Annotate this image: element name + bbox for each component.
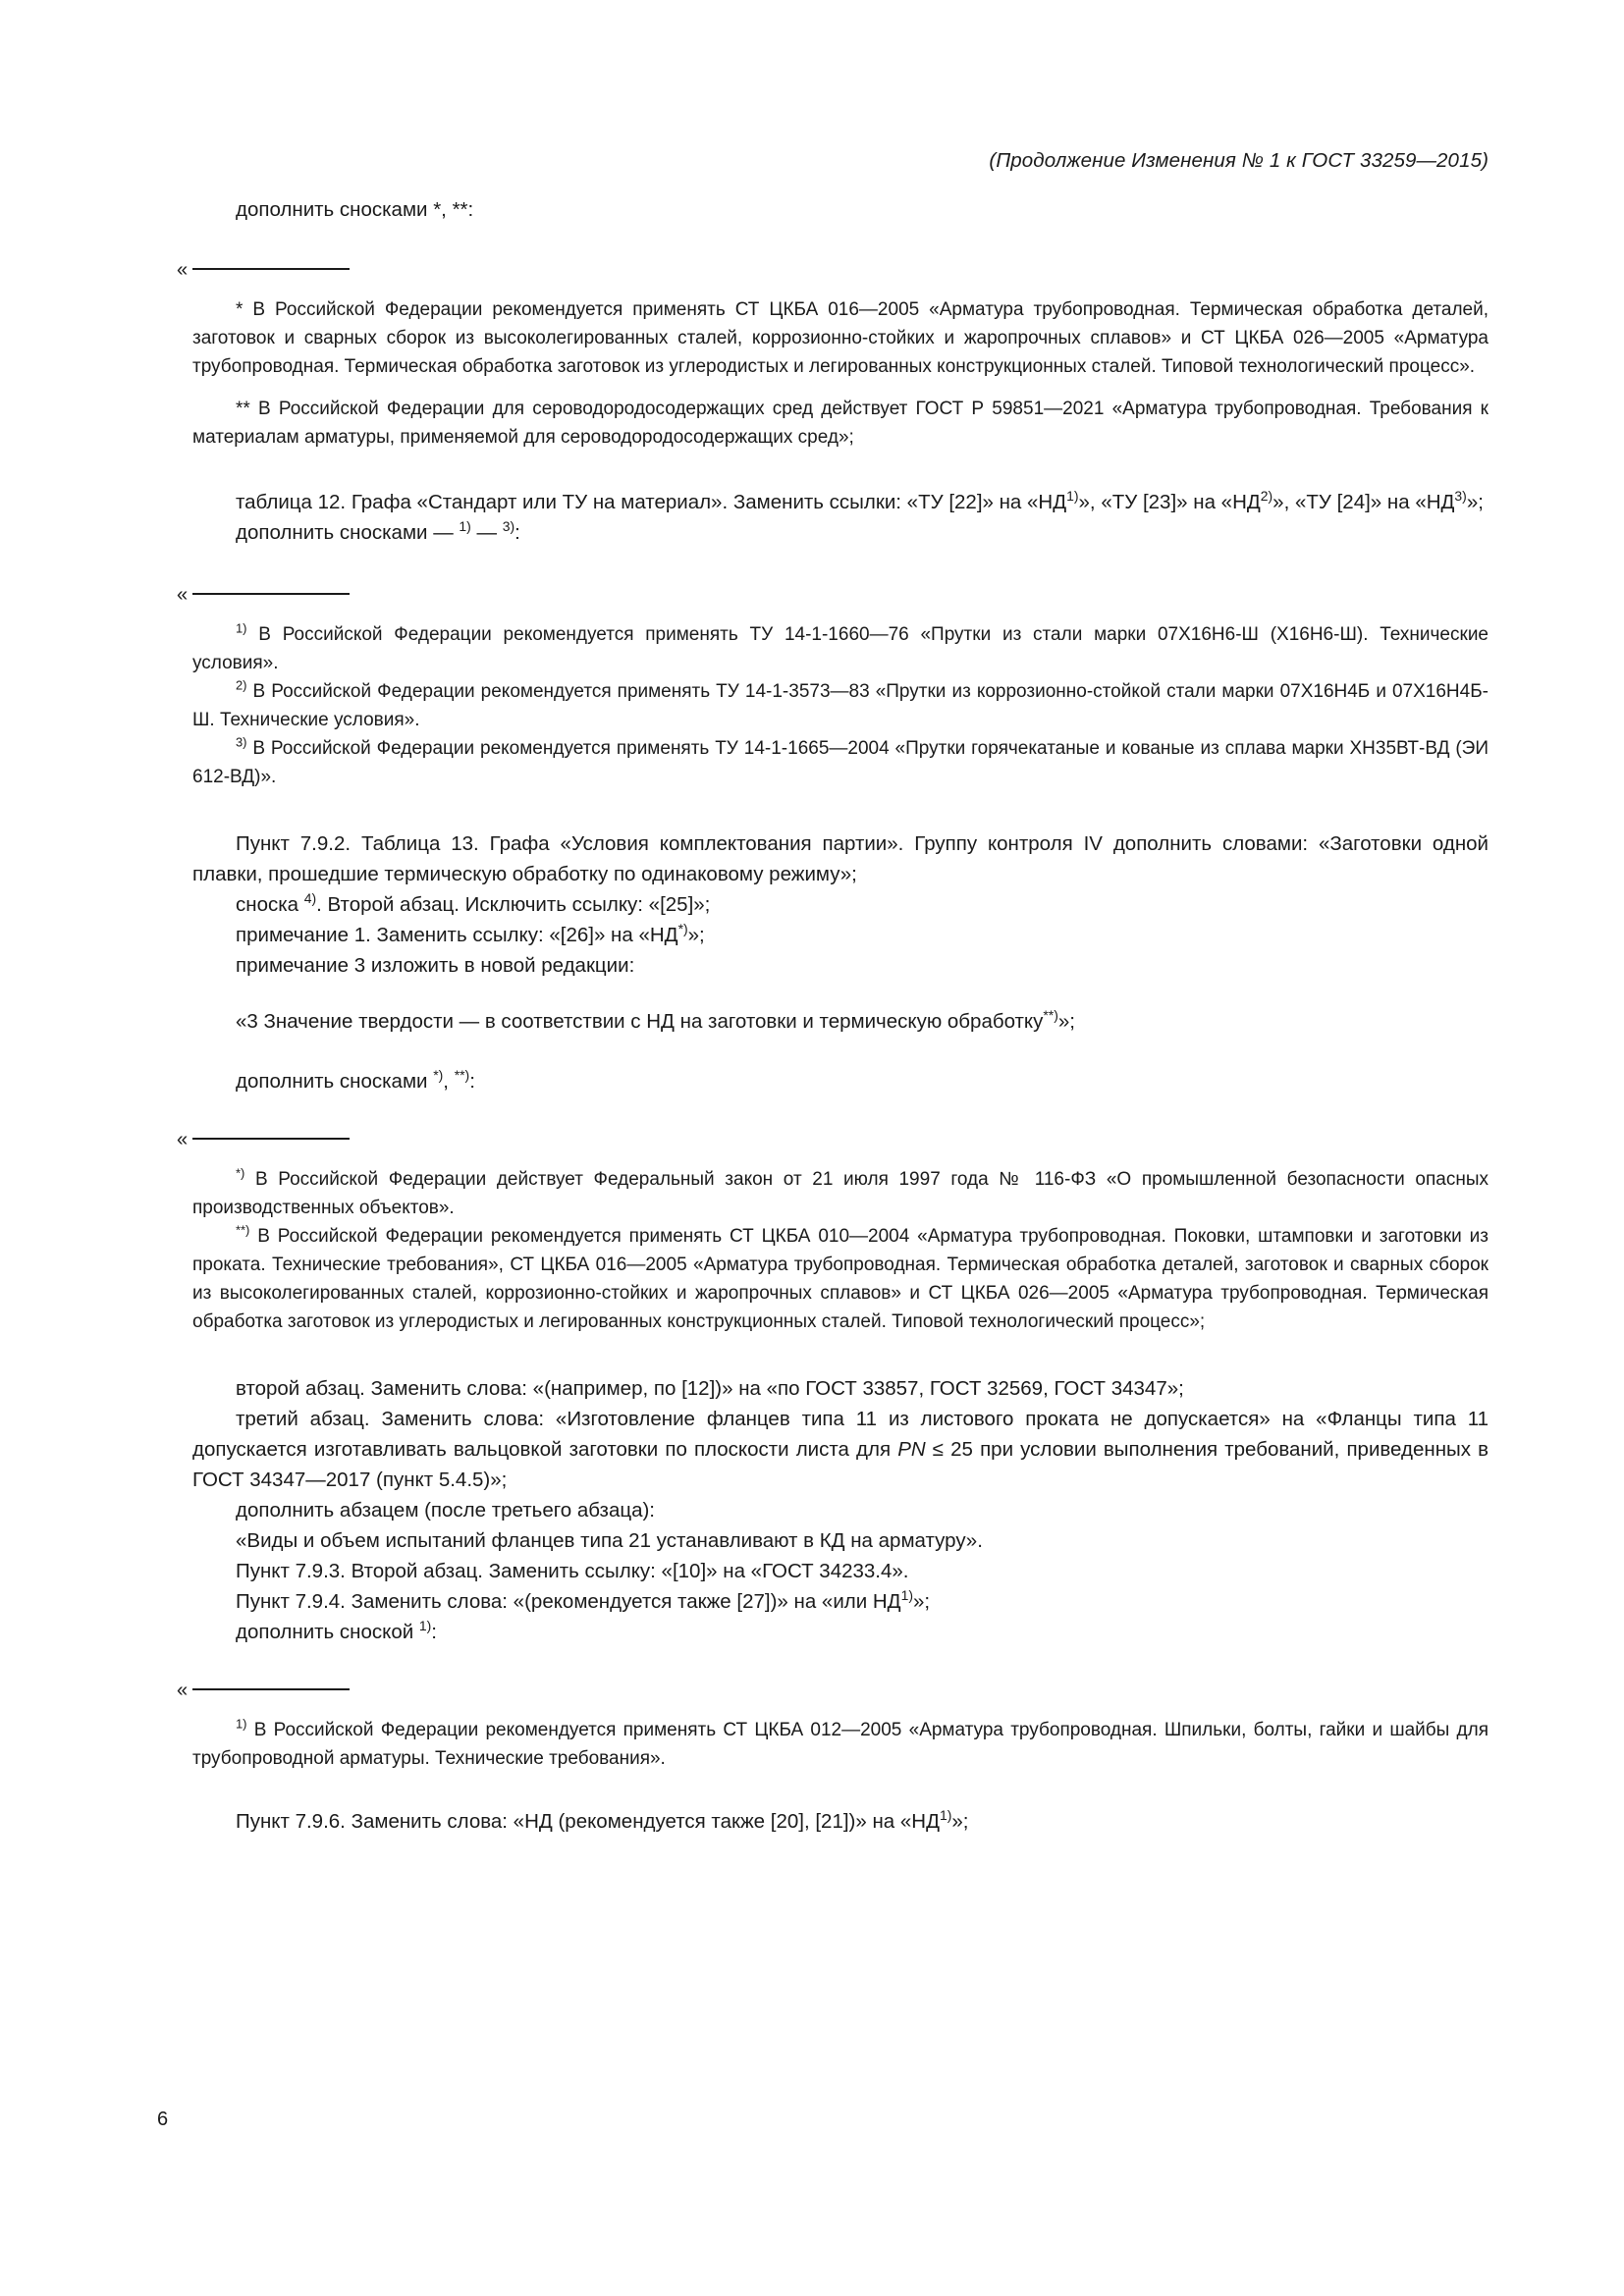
note1-text-a: примечание 1. Заменить ссылку: «[26]» на «НД	[236, 924, 678, 946]
item-7-9-6-sup: 1)	[939, 1807, 952, 1824]
footnote-n3-text: В Российской Федерации рекомендуется применять ТУ 14-1-1665—2004 «Прутки горячекатаные и кованые из сплава марки ХН35ВТ-ВД (ЭИ 612-ВД)».	[192, 738, 1489, 787]
note3-quote-b: »;	[1057, 1010, 1075, 1033]
footnote-n3-sup: 3)	[236, 734, 247, 750]
add-footnotes-2-a: дополнить сносками —	[236, 521, 460, 544]
add-footnotes-3-b: ,	[443, 1070, 455, 1093]
footnote-n1	[192, 620, 1489, 677]
note3-quote-sup: **)	[1043, 1007, 1058, 1024]
footnote-n1-text: В Российской Федерации рекомендуется применять ТУ 14-1-1660—76 «Прутки из стали марки 07Х16Н6-Ш (Х16Н6-Ш). Технические условия».	[192, 624, 1489, 673]
footnote-asterisk-2: ** В Российской Федерации для сероводородосодержащих сред действует ГОСТ Р 59851—2021 «Арматура трубопроводная. Требования к материалам арматуры, применяемой для сероводородосодержащих сред»;	[192, 399, 1489, 448]
paragraph-add-footnote-4	[192, 1617, 1489, 1647]
paragraph-add-footnotes-1: дополнить сносками *, **:	[236, 198, 474, 221]
note1-text-b: »;	[687, 924, 705, 946]
footnote-n1-sup: 1)	[236, 620, 247, 636]
footnote-separator-2	[192, 593, 1489, 607]
footnote-last	[192, 1716, 1489, 1773]
footnote-separator-4	[192, 1688, 1489, 1702]
item-7-9-4-b: »;	[912, 1590, 931, 1613]
add-footnotes-3-sup-1: *)	[433, 1067, 444, 1084]
table12-sup-2: 2)	[1260, 488, 1273, 505]
add-footnote-4-a: дополнить сноской	[236, 1621, 419, 1643]
third-abzac-a: третий абзац. Заменить слова: «Изготовление фланцев типа 11 из листового проката не допускается» на «Фланцы типа 11 допускается изготавливать вальцовкой заготовки по плоскости листа для	[192, 1408, 1489, 1461]
table12-text-a: таблица 12. Графа «Стандарт или ТУ на материал». Заменить ссылки: «ТУ [22]» на «НД	[236, 491, 1067, 513]
paragraph-item-7-9-2: Пункт 7.9.2. Таблица 13. Графа «Условия комплектования партии». Группу контроля IV дополнить словами: «Заготовки одной плавки, прошедшие термическую обработку по одинаковому режиму»;	[192, 832, 1489, 885]
sn4-sup: 4)	[303, 890, 317, 907]
footnote-n2-sup: 2)	[236, 677, 247, 693]
footnote-separator-3	[192, 1138, 1489, 1151]
add-footnotes-2-sup-2: 3)	[502, 518, 515, 535]
footnote-n2	[192, 677, 1489, 734]
footnote-rule	[192, 1688, 350, 1690]
item-7-9-4-sup: 1)	[900, 1587, 913, 1604]
footnote-n2-text: В Российской Федерации рекомендуется применять ТУ 14-1-3573—83 «Прутки из коррозионно-стойкой стали марки 07Х16Н4Б и 07Х16Н4Б-Ш. Технические условия».	[192, 681, 1489, 730]
paragraph-note-1	[192, 920, 1489, 950]
footnote-rule	[192, 1138, 350, 1140]
table12-text-c: », «ТУ [24]» на «НД	[1272, 491, 1455, 513]
page-content	[192, 0, 1489, 1837]
paragraph-second-abzac: второй абзац. Заменить слова: «(например, по [12])» на «по ГОСТ 33857, ГОСТ 32569, ГОСТ 34347»;	[236, 1377, 1184, 1400]
footnote-star-text: В Российской Федерации действует Федеральный закон от 21 июля 1997 года № 116-ФЗ «О промышленной безопасности опасных производственных объектов».	[192, 1169, 1489, 1218]
paragraph-footnote-4-ref	[192, 889, 1489, 920]
paragraph-add-footnotes-2	[192, 517, 1489, 548]
sn4-text-b: . Второй абзац. Исключить ссылку: «[25]»;	[316, 893, 711, 916]
paragraph-note-3-quote	[192, 1006, 1489, 1037]
footnote-rule	[192, 268, 350, 270]
paragraph-item-7-9-3: Пункт 7.9.3. Второй абзац. Заменить ссылку: «[10]» на «ГОСТ 34233.4».	[236, 1560, 909, 1582]
note1-sup: *)	[677, 921, 688, 937]
table12-text-b: », «ТУ [23]» на «НД	[1078, 491, 1261, 513]
add-footnote-4-b: :	[431, 1621, 437, 1643]
footnote-double-star-text: В Российской Федерации рекомендуется применять СТ ЦКБА 010—2004 «Арматура трубопроводная. Поковки, штамповки и заготовки из проката. Технические требования», СТ ЦКБА 016—2005 «Арматура трубопроводная. Термическая обработка деталей, заготовок и сварных сборок из высоколегированных сталей, коррозионно-стойких и жаропрочных сплавов» и СТ ЦКБА 026—2005 «Арматура трубопроводная. Термическая обработка заготовок из углеродистых и легированных конструкционных сталей. Типовой технологический процесс»;	[192, 1226, 1489, 1332]
footnote-double-star	[192, 1222, 1489, 1336]
item-7-9-6-a: Пункт 7.9.6. Заменить слова: «НД (рекомендуется также [20], [21])» на «НД	[236, 1810, 940, 1833]
paragraph-item-7-9-4	[192, 1586, 1489, 1617]
table12-text-d: »;	[1466, 491, 1484, 513]
add-footnotes-2-sup-1: 1)	[459, 518, 471, 535]
page-number: 6	[157, 2109, 169, 2130]
footnote-star	[192, 1165, 1489, 1222]
table12-sup-3: 3)	[1454, 488, 1467, 505]
sn4-text-a: сноска	[236, 893, 304, 916]
note3-quote-a: «3 Значение твердости — в соответствии с НД на заготовки и термическую обработку	[236, 1010, 1044, 1033]
footnote-separator-1	[192, 268, 1489, 282]
item-7-9-6-b: »;	[951, 1810, 969, 1833]
add-footnotes-2-b: —	[470, 521, 503, 544]
table12-sup-1: 1)	[1066, 488, 1079, 505]
footnote-n3	[192, 734, 1489, 791]
footnote-double-star-sup: **)	[236, 1222, 250, 1238]
add-footnotes-2-c: :	[514, 521, 520, 544]
paragraph-flanges-quote: «Виды и объем испытаний фланцев типа 21 устанавливают в КД на арматуру».	[236, 1529, 983, 1552]
footnote-asterisk-1: * В Российской Федерации рекомендуется применять СТ ЦКБА 016—2005 «Арматура трубопроводная. Термическая обработка деталей, заготовок и сварных сборок из высоколегированных сталей, коррозионно-стойких и жаропрочных сплавов» и СТ ЦКБА 026—2005 «Арматура трубопроводная. Термическая обработка заготовок из углеродистых и легированных конструкционных сталей. Типовой технологический процесс».	[192, 299, 1489, 377]
third-abzac-pn: PN	[897, 1438, 926, 1461]
add-footnotes-3-sup-2: **)	[454, 1067, 470, 1084]
running-header: (Продолжение Изменения № 1 к ГОСТ 33259—2015)	[989, 149, 1489, 172]
footnote-last-text: В Российской Федерации рекомендуется применять СТ ЦКБА 012—2005 «Арматура трубопроводная. Шпильки, болты, гайки и шайбы для трубопроводной арматуры. Технические требования».	[192, 1720, 1489, 1769]
paragraph-add-abzac: дополнить абзацем (после третьего абзаца):	[236, 1499, 656, 1522]
paragraph-add-footnotes-3	[192, 1066, 1489, 1096]
paragraph-third-abzac	[192, 1404, 1489, 1495]
add-footnotes-3-c: :	[469, 1070, 475, 1093]
item-7-9-4-a: Пункт 7.9.4. Заменить слова: «(рекомендуется также [27])» на «или НД	[236, 1590, 901, 1613]
add-footnotes-3-a: дополнить сносками	[236, 1070, 434, 1093]
footnote-star-sup: *)	[236, 1165, 245, 1181]
paragraph-item-7-9-6	[192, 1806, 1489, 1837]
paragraph-note-3: примечание 3 изложить в новой редакции:	[236, 954, 635, 977]
third-abzac-b: ≤ 25 при условии выполнения требований, приведенных в ГОСТ 34347—2017 (пункт 5.4.5)»;	[192, 1438, 1489, 1491]
paragraph-table12	[192, 487, 1489, 517]
footnote-rule	[192, 593, 350, 595]
footnote-last-sup: 1)	[236, 1716, 247, 1732]
add-footnote-4-sup: 1)	[418, 1618, 432, 1634]
